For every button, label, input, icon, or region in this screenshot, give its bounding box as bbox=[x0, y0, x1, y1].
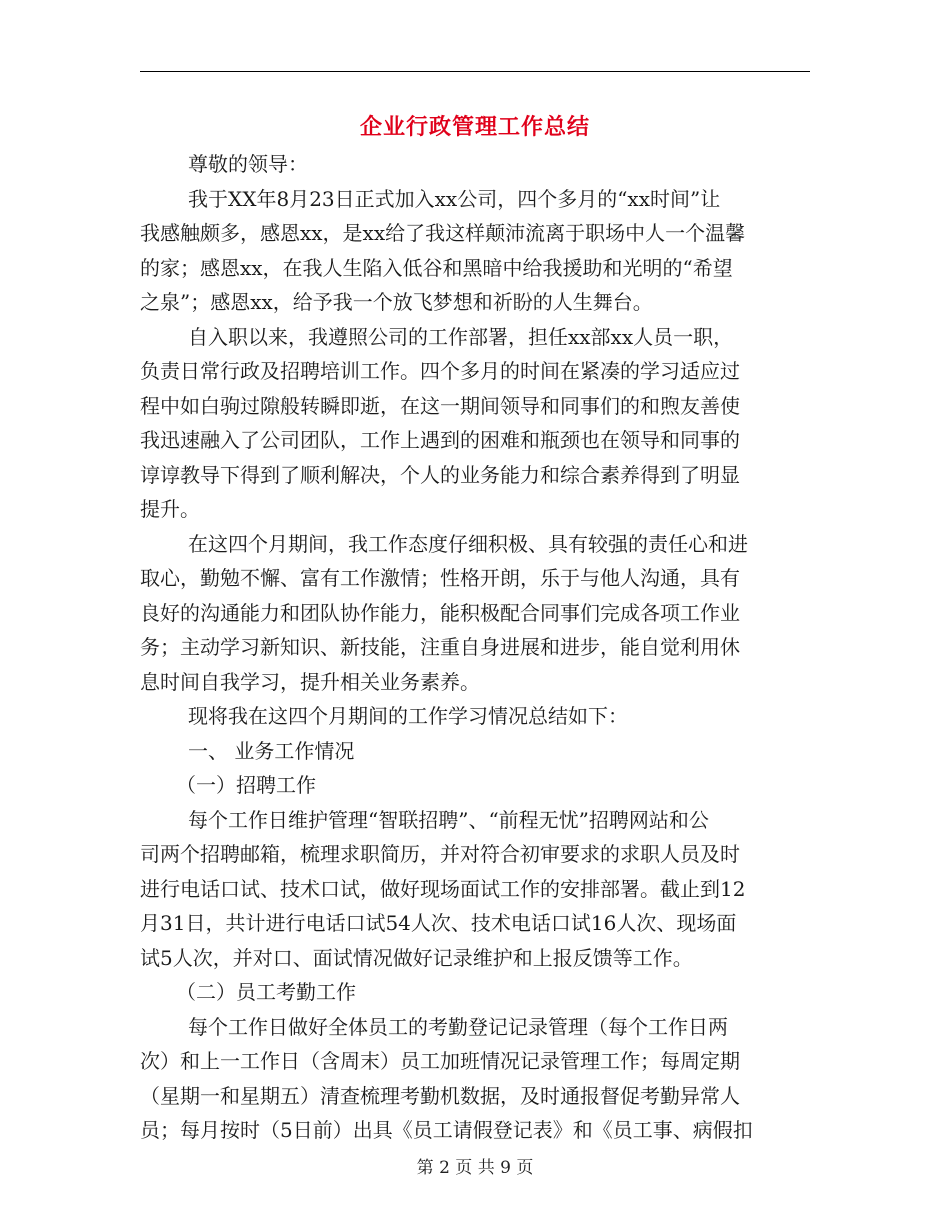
paragraph-line: 在这四个月期间，我工作态度仔细积极、具有较强的责任心和进 bbox=[188, 531, 748, 556]
paragraph-line: 提升。 bbox=[140, 497, 200, 521]
document-title: 企业行政管理工作总结 bbox=[359, 114, 590, 140]
paragraph-line: 之泉”；感恩xx，给予我一个放飞梦想和祈盼的人生舞台。 bbox=[140, 290, 653, 314]
paragraph-line: 试5人次，并对口、面试情况做好记录维护和上报反馈等工作。 bbox=[140, 945, 693, 970]
paragraph-line: 每个工作日维护管理“智联招聘”、“前程无忧”招聘网站和公 bbox=[188, 807, 709, 832]
paragraph-line: 月31日，共计进行电话口试54人次、技术电话口试16人次、现场面 bbox=[140, 911, 737, 935]
paragraph-line: 司两个招聘邮箱，梳理求职简历，并对符合初审要求的求职人员及时 bbox=[140, 842, 740, 866]
paragraph-line: 自入职以来，我遵照公司的工作部署，担任xx部xx人员一职， bbox=[188, 324, 734, 349]
paragraph-line: 谆谆教导下得到了顺利解决，个人的业务能力和综合素养得到了明显 bbox=[140, 462, 740, 487]
paragraph-line: 现将我在这四个月期间的工作学习情况总结如下： bbox=[188, 704, 628, 728]
paragraph-line: 尊敬的领导： bbox=[188, 152, 308, 176]
subsection-heading: （一）招聘工作 bbox=[176, 773, 316, 797]
section-heading: 一、 业务工作情况 bbox=[188, 738, 355, 763]
paragraph-line: 的家；感恩xx，在我人生陷入低谷和黑暗中给我援助和光明的“希望 bbox=[140, 255, 733, 280]
paragraph-line: 每个工作日做好全体员工的考勤登记记录管理（每个工作日两 bbox=[188, 1014, 728, 1039]
paragraph-line: 我感触颇多，感恩xx，是xx给了我这样颠沛流离于职场中人一个温馨 bbox=[140, 221, 746, 245]
paragraph-line: 息时间自我学习，提升相关业务素养。 bbox=[140, 669, 480, 694]
paragraph-line: 进行电话口试、技术口试，做好现场面试工作的安排部署。截止到12 bbox=[140, 876, 746, 901]
paragraph-line: 负责日常行政及招聘培训工作。四个多月的时间在紧凑的学习适应过 bbox=[140, 359, 740, 383]
header-rule bbox=[140, 71, 810, 72]
subsection-heading: （二）员工考勤工作 bbox=[176, 980, 356, 1004]
paragraph-line: 员；每月按时（5日前）出具《员工请假登记表》和《员工事、病假扣 bbox=[140, 1118, 753, 1142]
paragraph-line: 次）和上一工作日（含周末）员工加班情况记录管理工作；每周定期 bbox=[140, 1049, 740, 1073]
paragraph-line: 取心，勤勉不懈、富有工作激情；性格开朗，乐于与他人沟通，具有 bbox=[140, 566, 740, 590]
paragraph-line: 我于XX年8月23日正式加入xx公司，四个多月的“xx时间”让 bbox=[188, 186, 721, 211]
page-footer: 第 2 页 共 9 页 bbox=[416, 1158, 534, 1178]
paragraph-line: 程中如白驹过隙般转瞬即逝，在这一期间领导和同事们的和煦友善使 bbox=[140, 393, 740, 418]
document-body bbox=[140, 147, 808, 1148]
paragraph-line: （星期一和星期五）清查梳理考勤机数据，及时通报督促考勤异常人 bbox=[140, 1083, 740, 1108]
paragraph-line: 务；主动学习新知识、新技能，注重自身进展和进步，能自觉利用休 bbox=[140, 635, 740, 659]
paragraph-line: 我迅速融入了公司团队，工作上遇到的困难和瓶颈也在领导和同事的 bbox=[140, 428, 740, 452]
paragraph-line: 良好的沟通能力和团队协作能力，能积极配合同事们完成各项工作业 bbox=[140, 600, 740, 625]
